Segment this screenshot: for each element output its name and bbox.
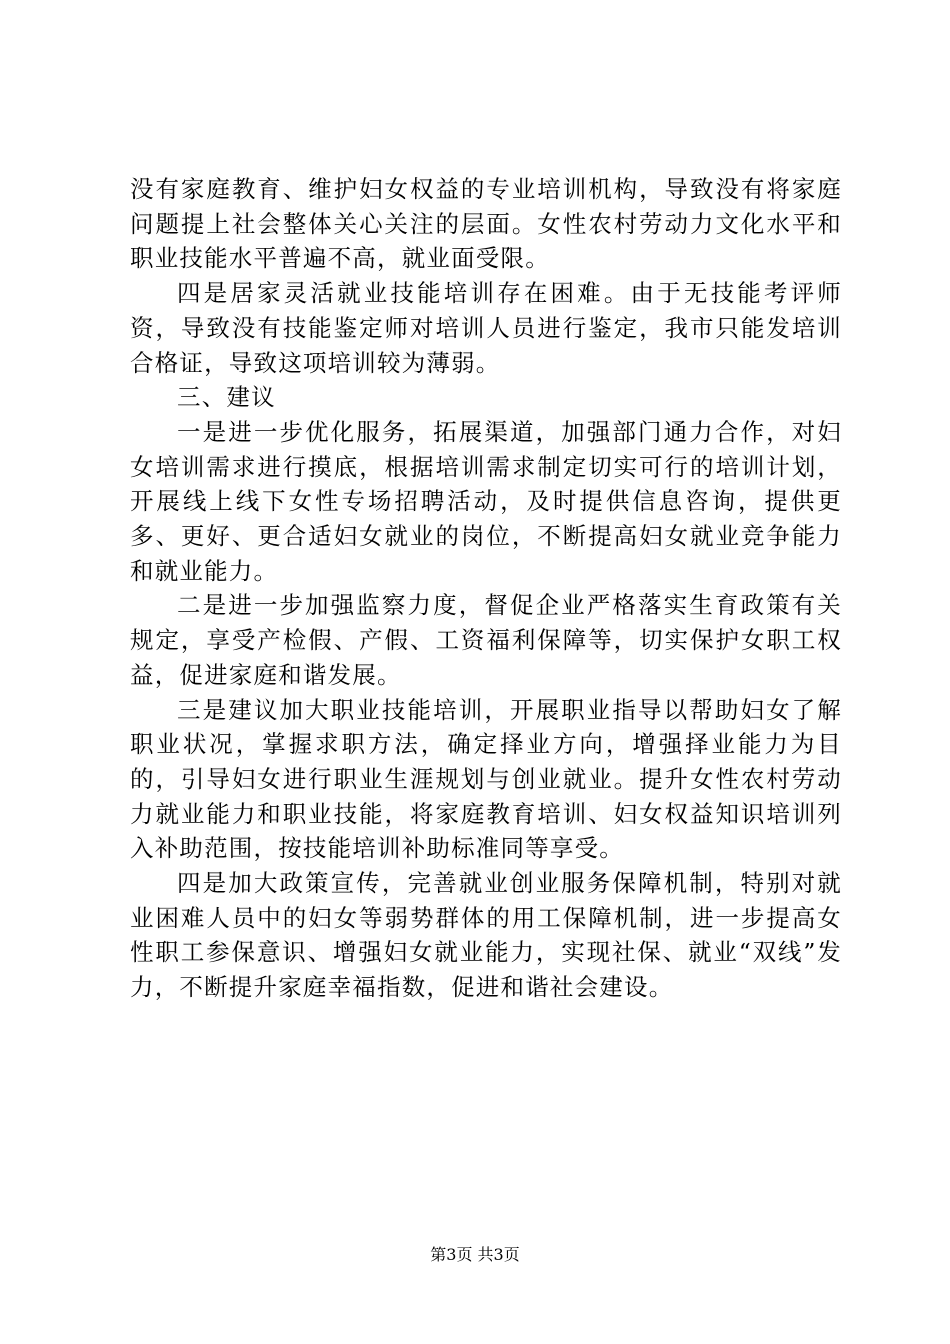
document-body xyxy=(130,172,842,1005)
paragraph-point-four-problem: 四是居家灵活就业技能培训存在困难。由于无技能考评师资，导致没有技能鉴定师对培训人员进行鉴定，我市只能发培训合格证，导致这项培训较为薄弱。 xyxy=(130,279,842,377)
paragraph-suggestion-two: 二是进一步加强监察力度，督促企业严格落实生育政策有关规定，享受产检假、产假、工资福利保障等，切实保护女职工权益，促进家庭和谐发展。 xyxy=(130,591,842,689)
page-number: 第3页 xyxy=(430,1245,473,1264)
paragraph-suggestion-one: 一是进一步优化服务，拓展渠道，加强部门通力合作，对妇女培训需求进行摸底，根据培训需求制定切实可行的培训计划，开展线上线下女性专场招聘活动，及时提供信息咨询，提供更多、更好、更合适妇女就业的岗位，不断提高妇女就业竞争能力和就业能力。 xyxy=(130,417,842,585)
paragraph-continued: 没有家庭教育、维护妇女权益的专业培训机构，导致没有将家庭问题提上社会整体关心关注的层面。女性农村劳动力文化水平和职业技能水平普遍不高，就业面受限。 xyxy=(130,175,842,273)
section-heading-suggestions: 三、建议 xyxy=(177,383,276,412)
page-footer xyxy=(0,1244,950,1266)
page-total: 共3页 xyxy=(477,1245,520,1264)
paragraph-suggestion-three: 三是建议加大职业技能培训，开展职业指导以帮助妇女了解职业状况，掌握求职方法，确定择业方向，增强择业能力为目的，引导妇女进行职业生涯规划与创业就业。提升女性农村劳动力就业能力和职业技能，将家庭教育培训、妇女权益知识培训列入补助范围，按技能培训补助标准同等享受。 xyxy=(130,695,842,863)
paragraph-suggestion-four: 四是加大政策宣传，完善就业创业服务保障机制，特别对就业困难人员中的妇女等弱势群体的用工保障机制，进一步提高女性职工参保意识、增强妇女就业能力，实现社保、就业“双线”发力，不断提升家庭幸福指数，促进和谐社会建设。 xyxy=(130,869,842,1002)
